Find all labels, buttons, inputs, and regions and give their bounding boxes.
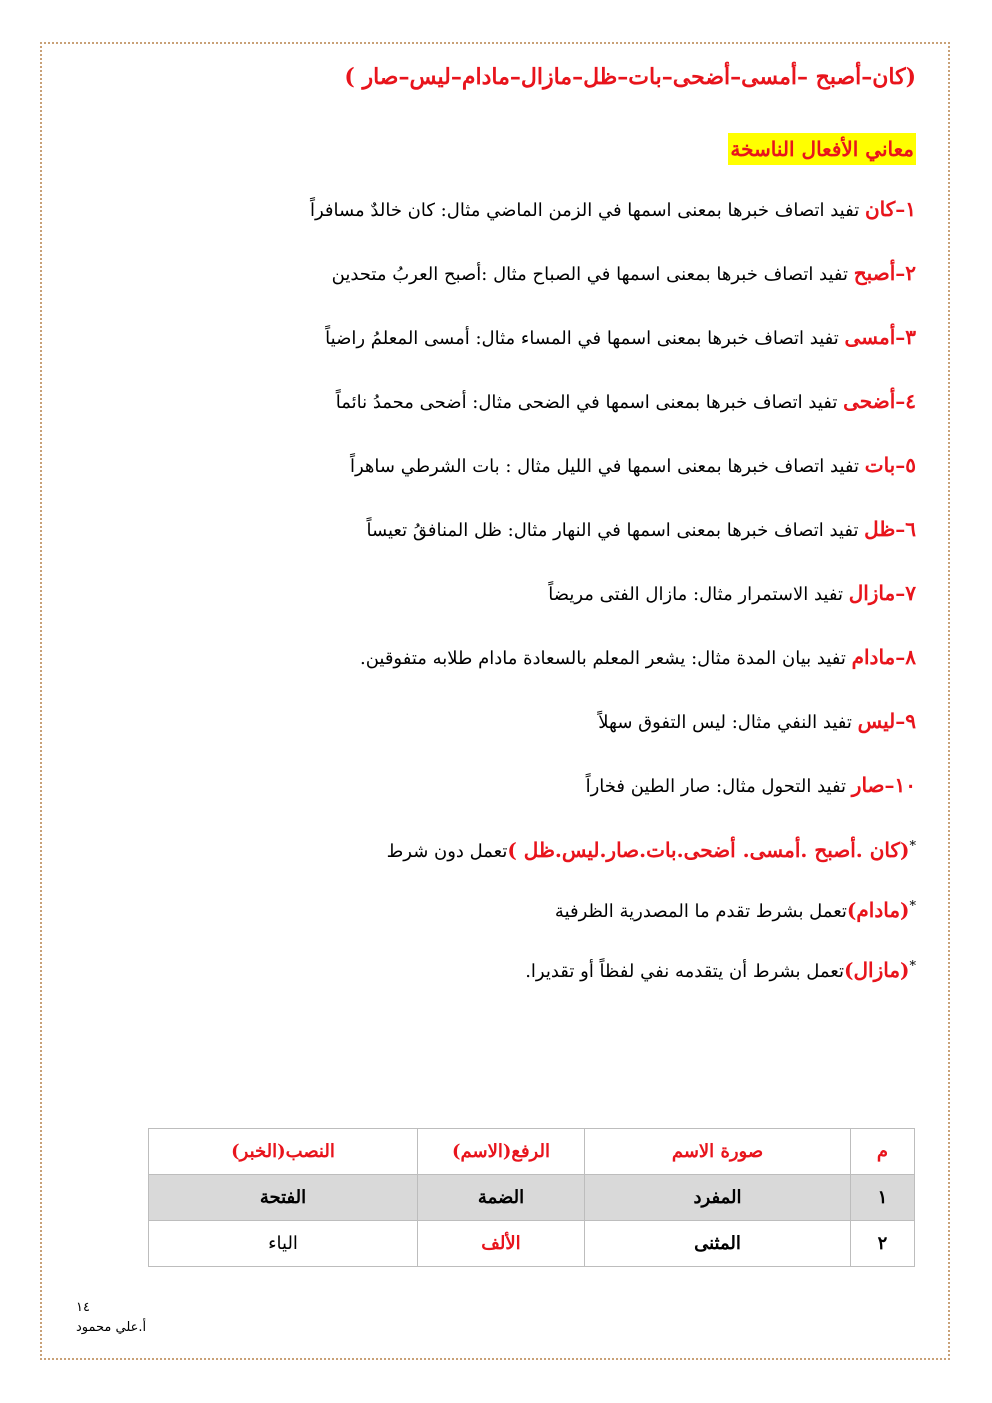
note-text: تعمل دون شرط — [386, 841, 508, 862]
meaning-item — [80, 689, 916, 753]
note-star: * — [909, 899, 916, 914]
page-footer — [76, 1298, 146, 1338]
item-number: ٤– — [895, 389, 916, 413]
note-verbs: (مازال) — [844, 958, 910, 982]
item-number: ٢– — [895, 261, 916, 285]
subtitle-row — [80, 121, 916, 177]
item-number: ٥– — [895, 453, 916, 477]
cell-noun-form: المثنى — [585, 1221, 851, 1267]
header-noun-form: صورة الاسم — [585, 1129, 851, 1175]
item-text: تفيد الاستمرار مثال: مازال الفتى مريضاً — [548, 584, 849, 605]
item-text: تفيد النفي مثال: ليس التفوق سهلاً — [598, 712, 858, 733]
item-text: تفيد اتصاف خبرها بمعنى اسمها في الضحى مثال: أضحى محمدُ نائماً — [335, 392, 844, 413]
item-text: تفيد بيان المدة مثال: يشعر المعلم بالسعادة مادام طلابه متفوقين. — [359, 648, 852, 669]
note-text: تعمل بشرط أن يتقدمه نفي لفظاً أو تقديرا. — [525, 961, 845, 982]
item-verb: بات — [864, 453, 896, 477]
note-star: * — [909, 839, 916, 854]
case-endings-table — [148, 1128, 915, 1267]
case-endings-table-wrap — [148, 1128, 915, 1267]
cell-nasb: الفتحة — [149, 1175, 418, 1221]
page-number: ١٤ — [76, 1300, 90, 1315]
section-subtitle: معاني الأفعال الناسخة — [728, 133, 916, 165]
meaning-item — [80, 177, 916, 241]
meaning-item — [80, 625, 916, 689]
condition-note — [80, 817, 916, 877]
cell-raf: الألف — [418, 1221, 585, 1267]
cell-nasb: الياء — [149, 1221, 418, 1267]
table-header-row — [149, 1129, 915, 1175]
cell-m: ١ — [851, 1175, 915, 1221]
note-verbs: (كان .أصبح .أمسى. أضحى.بات.صار.ليس.ظل ) — [507, 838, 910, 862]
meaning-item — [80, 561, 916, 625]
table-row — [149, 1221, 915, 1267]
cell-m: ٢ — [851, 1221, 915, 1267]
item-number: ١– — [895, 197, 916, 221]
item-verb: مادام — [851, 645, 896, 669]
item-text: تفيد اتصاف خبرها بمعنى اسمها في النهار مثال: ظل المنافقُ تعيساً — [366, 520, 865, 541]
meaning-item — [80, 241, 916, 305]
item-number: ٩– — [895, 709, 916, 733]
item-verb: أضحى — [843, 389, 896, 413]
item-text: تفيد اتصاف خبرها بمعنى اسمها في المساء مثال: أمسى المعلمُ راضياً — [325, 328, 845, 349]
table-row — [149, 1175, 915, 1221]
meaning-item — [80, 753, 916, 817]
item-text: تفيد التحول مثال: صار الطين فخاراً — [585, 776, 852, 797]
author-name: أ.علي محمود — [76, 1320, 147, 1335]
item-verb: ليس — [857, 709, 896, 733]
item-verb: مازال — [848, 581, 896, 605]
page-content — [80, 55, 916, 997]
meaning-item — [80, 497, 916, 561]
item-number: ٣– — [895, 325, 916, 349]
item-text: تفيد اتصاف خبرها بمعنى اسمها في الصباح مثال :أصبح العربُ متحدين — [331, 264, 854, 285]
note-verbs: (مادام) — [846, 898, 910, 922]
header-m: م — [851, 1129, 915, 1175]
meaning-item — [80, 433, 916, 497]
item-verb: أمسى — [844, 325, 896, 349]
item-text: تفيد اتصاف خبرها بمعنى اسمها في الليل مثال : بات الشرطي ساهراً — [350, 456, 865, 477]
meaning-item — [80, 369, 916, 433]
item-verb: صار — [851, 773, 885, 797]
note-text: تعمل بشرط تقدم ما المصدرية الظرفية — [554, 901, 847, 922]
condition-note — [80, 937, 916, 997]
item-number: ٧– — [895, 581, 916, 605]
header-nasb: النصب(الخبر) — [149, 1129, 418, 1175]
note-star: * — [909, 959, 916, 974]
item-verb: ظل — [864, 517, 896, 541]
cell-raf: الضمة — [418, 1175, 585, 1221]
item-number: ٦– — [895, 517, 916, 541]
item-text: تفيد اتصاف خبرها بمعنى اسمها في الزمن الماضي مثال: كان خالدٌ مسافراً — [309, 200, 865, 221]
verbs-list-heading: (كان–أصبح –أمسى–أضحى–بات–ظل–مازال–مادام–ليس–صار ) — [344, 64, 916, 90]
condition-note — [80, 877, 916, 937]
item-verb: كان — [864, 197, 896, 221]
item-number: ١٠– — [884, 773, 916, 797]
meaning-item — [80, 305, 916, 369]
cell-noun-form: المفرد — [585, 1175, 851, 1221]
header-raf: الرفع(الاسم) — [418, 1129, 585, 1175]
item-number: ٨– — [895, 645, 916, 669]
item-verb: أصبح — [853, 261, 896, 285]
